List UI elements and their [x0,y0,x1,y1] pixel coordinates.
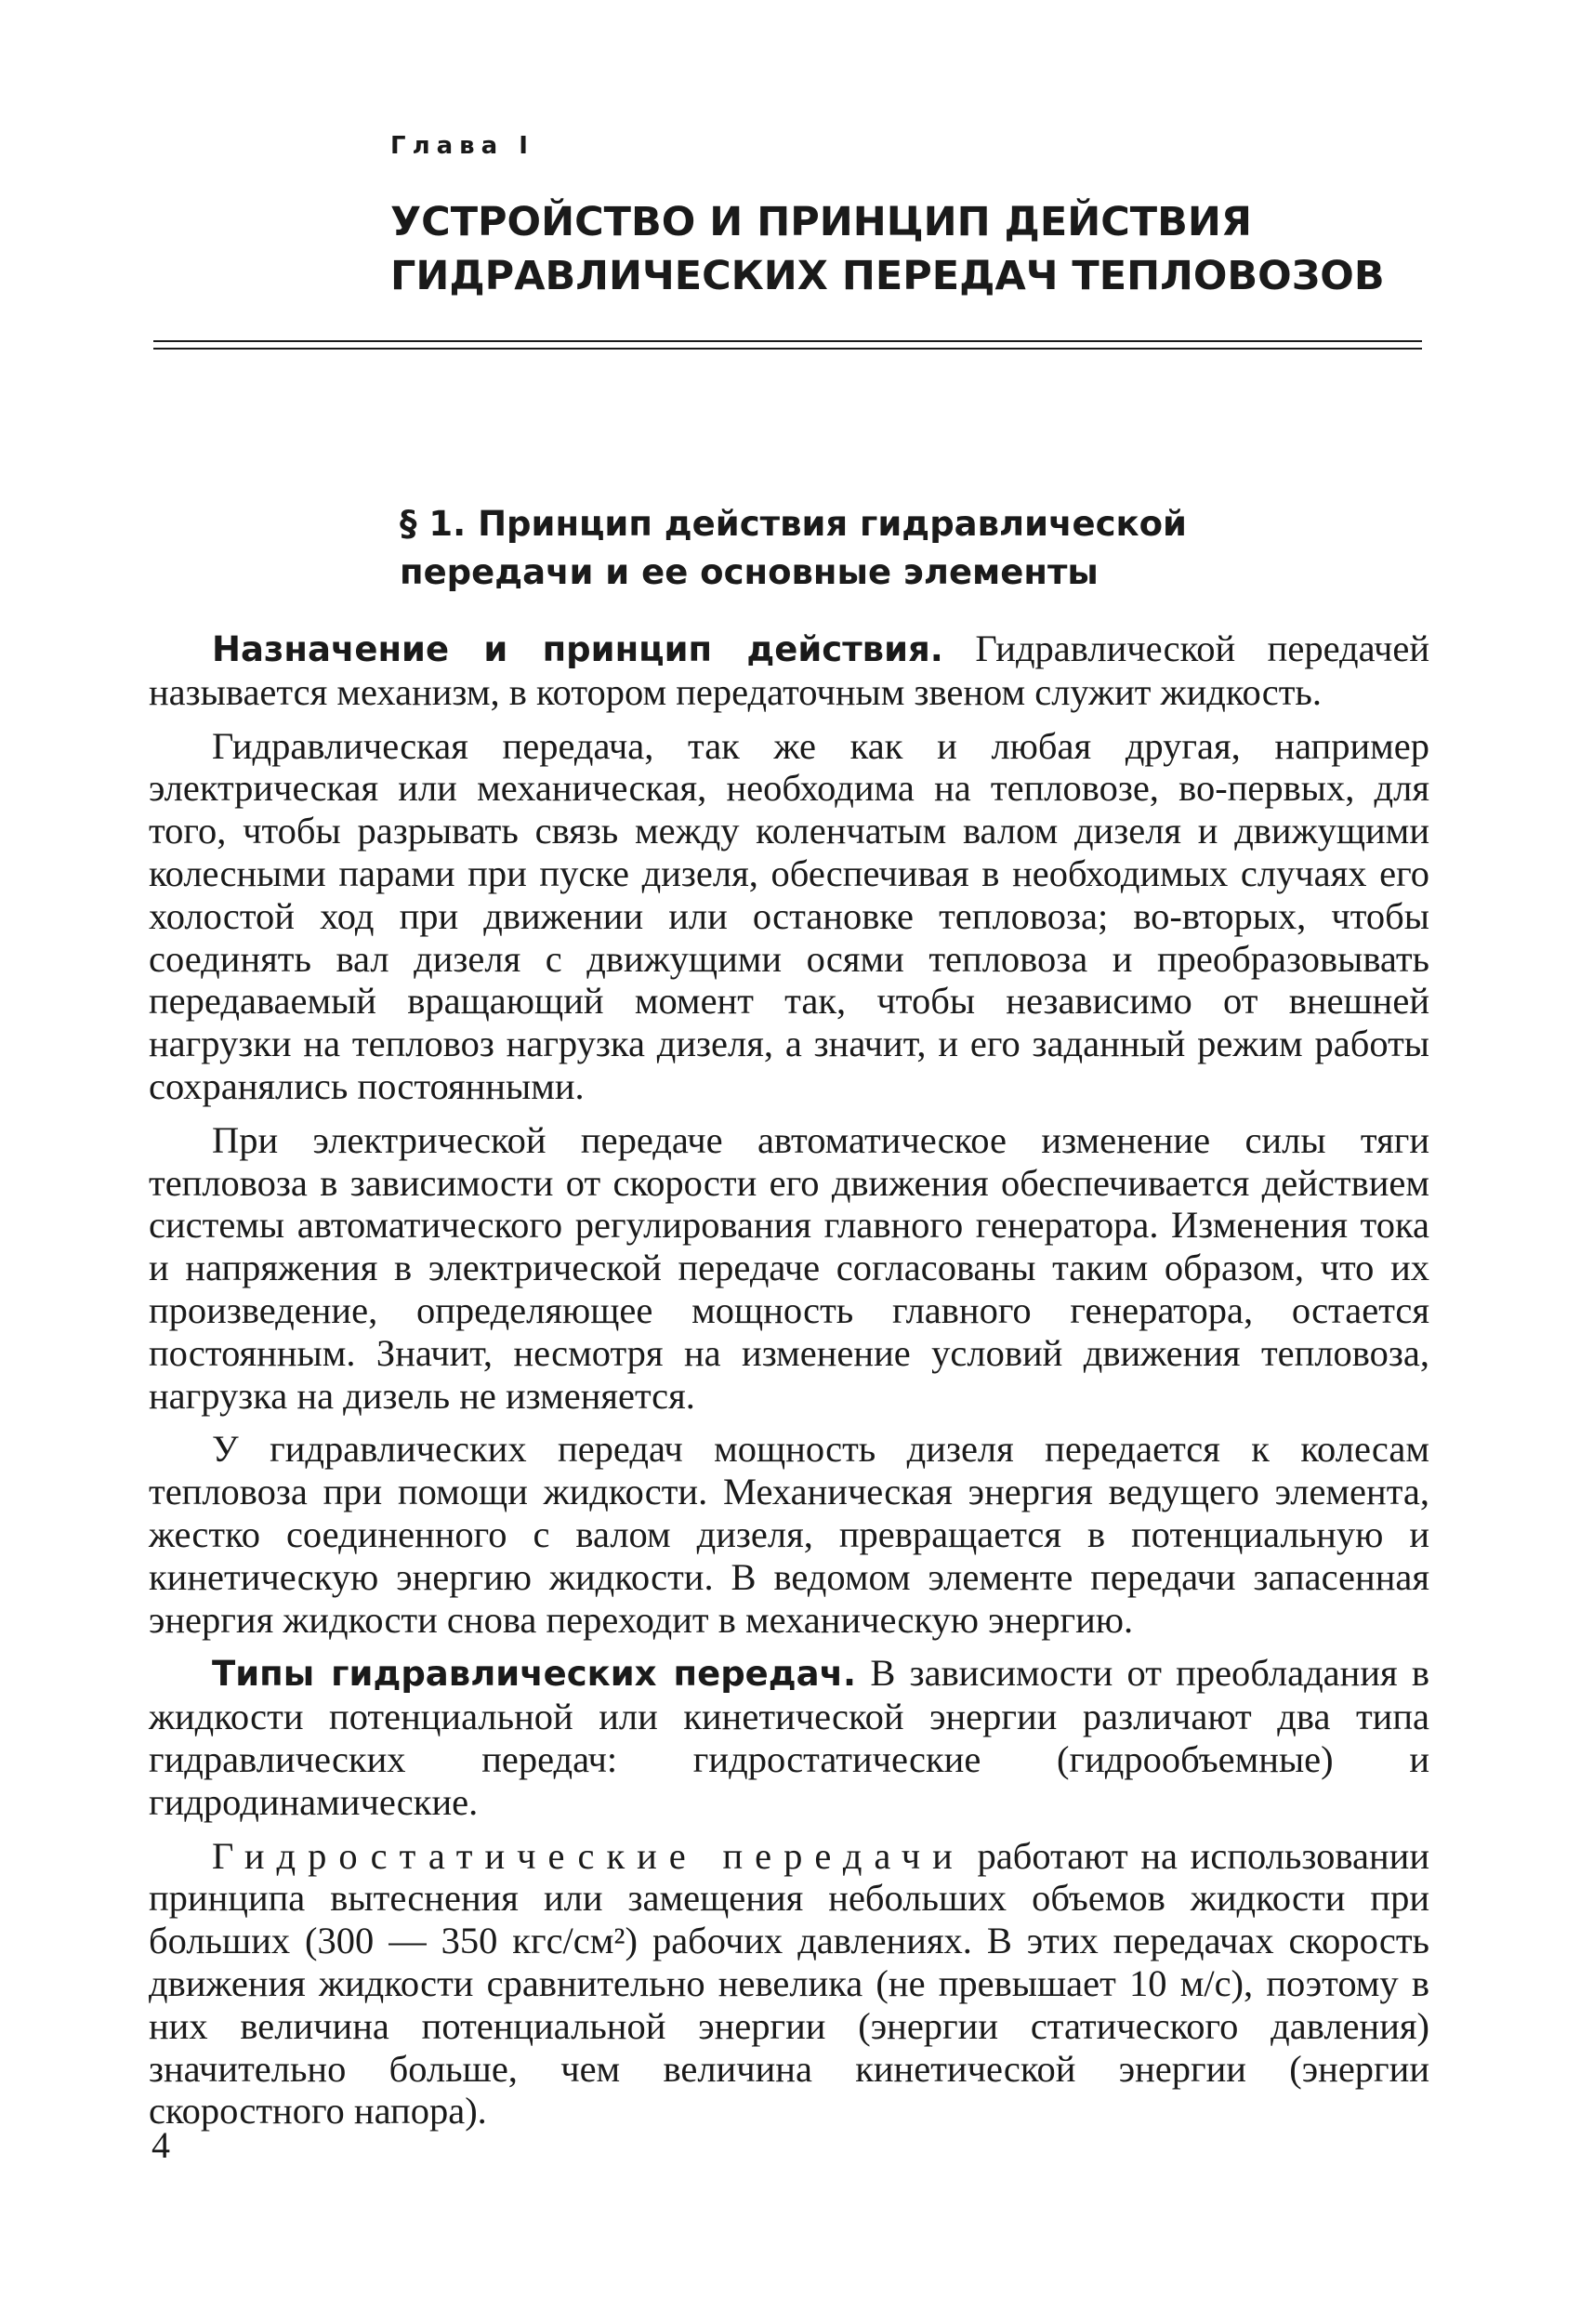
paragraph-spaced-term: Гидростатические передачи [212,1834,965,1877]
chapter-title-line-1: УСТРОЙСТВО И ПРИНЦИП ДЕЙСТВИЯ [390,199,1252,245]
paragraph-text: работают на использовании принципа вытеснения или замещения небольших объемов жидкости при больших (300 — 350 кгс/см²) рабочих давлениях. В этих передачах скорость движения жидкости сравнительно невелика (не превышает 10 м/с), поэтому в них величина потенциальной энергии (энергии статического давления) значительно больше, чем величина кинетической энергии (энергии скоростного напора). [149,1834,1429,2133]
paragraph-text: В зависимости от преобладания в жидкости потенциальной или кинетической энергии различают два типа гидравлических передач: гидростатические (гидрообъемные) и гидродинамические. [149,1652,1429,1823]
chapter-divider-top [153,340,1422,342]
section-title [400,500,1292,597]
paragraph-hydrostatic [149,1835,1429,2133]
paragraph-transmission-role: Гидравлическая передача, так же как и любая другая, например электрическая или механическая, необходима на тепловозе, во-первых, для того, чтобы разрывать связь между коленчатым валом дизеля и движущими колесными парами при пуске дизеля, обеспечивая в необходимых случаях его холостой ход при движении или остановке тепловоза; во-вторых, чтобы соединять вал дизеля с движущими осями тепловоза и преобразовывать передаваемый вращающий момент так, чтобы независимо от внешней нагрузки на тепловоз нагрузка дизеля, а значит, и его заданный режим работы сохранялись постоянными. [149,724,1429,1107]
chapter-label: Глава I [390,132,534,160]
body-text [149,627,1429,2144]
paragraph-purpose [149,627,1429,714]
paragraph-electric-transmission: При электрической передаче автоматическое изменение силы тяги тепловоза в зависимости от скорости его движения обеспечивается действием системы автоматического регулирования главного генератора. Изменения тока и напряжения в электрической передаче согласованы таким образом, что их произведение, определяющее мощность главного генератора, остается постоянным. Значит, несмотря на изменение условий движения тепловоза, нагрузка на дизель не изменяется. [149,1118,1429,1417]
chapter-divider-bottom [153,348,1422,350]
paragraph-hydraulic-energy: У гидравлических передач мощность дизеля передается к колесам тепловоза при помощи жидкости. Механическая энергия ведущего элемента, жестко соединенного с валом дизеля, превращается в потенциальную и кинетическую энергию жидкости. В ведомом элементе передачи запасенная энергия жидкости снова переходит в механическую энергию. [149,1428,1429,1641]
paragraph-lead: Назначение и принцип действия. [212,629,943,669]
paragraph-types [149,1652,1429,1823]
paragraph-text: Гидравлической передачей называется механизм, в котором передаточным звеном служит жидкость. [149,627,1430,713]
section-title-line-1: § 1. Принцип действия гидравлической [400,504,1187,544]
section-title-line-2: передачи и ее основные элементы [400,552,1099,592]
page-number: 4 [151,2124,170,2166]
chapter-title [390,195,1413,303]
chapter-title-line-2: ГИДРАВЛИЧЕСКИХ ПЕРЕДАЧ ТЕПЛОВОЗОВ [390,253,1385,299]
paragraph-lead: Типы гидравлических передач. [212,1654,857,1695]
